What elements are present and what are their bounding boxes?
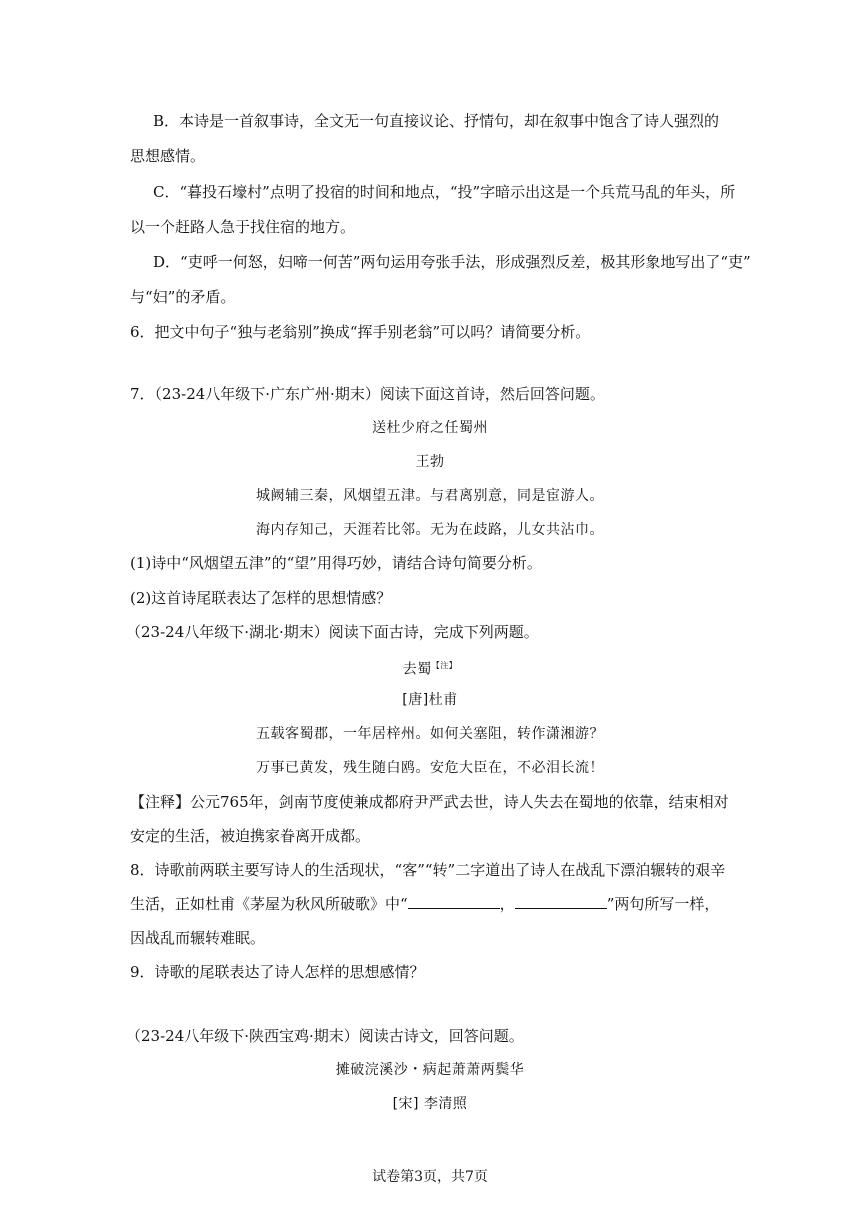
section-hubei: （23-24八年级下·湖北·期末）阅读下面古诗，完成下列两题。: [126, 623, 539, 641]
poem3-author: [宋] 李清照: [392, 1096, 468, 1112]
option-b-line1: B．本诗是一首叙事诗，全文无一句直接议论、抒情句，却在叙事中饱含了诗人强烈的: [153, 112, 720, 130]
poem3-title: 摊破浣溪沙・病起萧萧两鬓华: [335, 1062, 525, 1078]
poem1-line2: 海内存知己，天涯若比邻。无为在歧路，儿女共沾巾。: [256, 522, 604, 538]
poem1-title: 送杜少府之任蜀州: [372, 420, 488, 436]
option-c-line2: 以一个赶路人急于找住宿的地方。: [130, 218, 356, 236]
question-9: 9．诗歌的尾联表达了诗人怎样的思想感情？: [130, 963, 425, 981]
question-8-line1: 8．诗歌前两联主要写诗人的生活现状，“客”“转”二字道出了诗人在战乱下漂泊辗转的艰辛: [130, 861, 726, 879]
section-shaanxi: （23-24八年级下·陕西宝鸡·期末）阅读古诗文，回答问题。: [126, 1027, 524, 1045]
poem2-line1: 五载客蜀郡，一年居梓州。如何关塞阻，转作潇湘游？: [256, 726, 604, 742]
option-c-line1: C．“暮投石壕村”点明了投宿的时间和地点，“投”字暗示出这是一个兵荒马乱的年头，所: [153, 183, 736, 201]
answer-blank-2[interactable]: [515, 894, 607, 909]
question-6: 6．把文中句子“独与老翁别”换成“挥手别老翁”可以吗？请简要分析。: [130, 323, 591, 341]
note-line1: 【注释】公元765年，剑南节度使兼成都府尹严武去世，诗人失去在蜀地的依靠，结束相对: [130, 793, 729, 811]
option-d-line1: D．“吏呼一何怒，妇啼一何苦”两句运用夸张手法，形成强烈反差，极其形象地写出了“吏”: [153, 253, 751, 271]
poem2-note-mark: 【注】: [431, 661, 458, 670]
question-7-1: (1)诗中“风烟望五津”的“望”用得巧妙，请结合诗句简要分析。: [130, 554, 542, 572]
poem1-author: 王勃: [415, 454, 445, 470]
page-footer: 试卷第3页，共7页: [372, 1169, 488, 1185]
poem2-author: [唐]杜甫: [402, 692, 458, 708]
question-7-2: (2)这首诗尾联表达了怎样的思想情感？: [130, 589, 392, 607]
note-line2: 安定的生活，被迫携家眷离开成都。: [130, 827, 371, 845]
option-b-line2: 思想感情。: [130, 147, 206, 165]
poem2-title: 去蜀$^{【注】}$: [402, 661, 458, 678]
poem2-line2: 万事已黄发，残生随白鸥。安危大臣在，不必泪长流！: [256, 760, 604, 776]
question-8-line3: 因战乱而辗转难眠。: [130, 929, 266, 947]
question-8-line2: 生活，正如杜甫《茅屋为秋风所破歌》中“ ， ”两句所写一样，: [130, 895, 720, 913]
answer-blank-1[interactable]: [408, 894, 500, 909]
poem1-line1: 城阙辅三秦，风烟望五津。与君离别意，同是宦游人。: [256, 488, 604, 504]
question-7: 7．（23-24八年级下·广东广州·期末）阅读下面这首诗，然后回答问题。: [130, 385, 605, 403]
option-d-line2: 与“妇”的矛盾。: [130, 288, 236, 306]
